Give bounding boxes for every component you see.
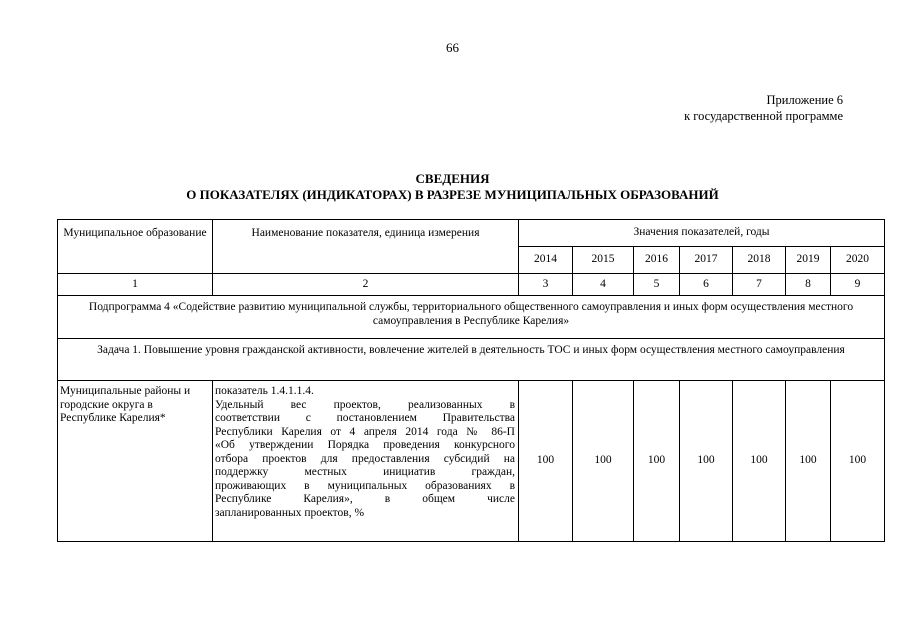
column-number: 2 [213, 274, 519, 296]
indicator-line: Республики Карелия от 4 апреля 2014 года № 86-П [215, 425, 515, 438]
table-row [58, 381, 885, 542]
header-row [58, 220, 885, 247]
value-cell: 100 [634, 381, 680, 542]
indicator-line: «Об утверждении Порядка проведения конкурсного [215, 439, 515, 451]
indicator-line: поддержку местных инициатив граждан, [215, 466, 515, 478]
header-indicator-name: Наименование показателя, единица измерения [213, 220, 519, 274]
header-values: Значения показателей, годы [519, 220, 885, 247]
year-cell: 2016 [634, 247, 680, 274]
indicator-line: проживающих в муниципальных образованиях в [215, 479, 515, 492]
indicator-line: Удельный вес проектов, реализованных в [215, 398, 515, 411]
value-cell: 100 [831, 381, 885, 542]
year-cell: 2018 [733, 247, 786, 274]
column-number: 7 [733, 274, 786, 296]
indicator-line: отбора проектов для предоставления субсидий на [215, 452, 515, 465]
year-cell: 2014 [519, 247, 573, 274]
column-number: 8 [786, 274, 831, 296]
column-number: 4 [573, 274, 634, 296]
value-cell: 100 [786, 381, 831, 542]
header-municipality: Муниципальное образование [58, 220, 213, 274]
year-cell: 2019 [786, 247, 831, 274]
page-number: 66 [446, 40, 459, 55]
indicator-cell [213, 381, 519, 542]
year-cell: 2015 [573, 247, 634, 274]
value-cell: 100 [733, 381, 786, 542]
subprogram-title: Подпрограмма 4 «Содействие развитию муниципальной службы, территориального общественного самоуправления и иных форм осуществления местного самоуправления в Республике Карелия» [58, 296, 885, 339]
column-number: 9 [831, 274, 885, 296]
value-cell: 100 [519, 381, 573, 542]
indicator-code: показатель 1.4.1.1.4. [215, 385, 314, 397]
document-title [0, 171, 905, 203]
appendix-note [684, 92, 843, 124]
municipality-cell: Муниципальные районы и городские округа в Республике Карелия* [58, 381, 213, 542]
indicator-line-last: запланированных проектов, % [215, 506, 365, 519]
indicator-line: соответствии с постановлением Правительства [215, 412, 515, 424]
document-title-line-2: О ПОКАЗАТЕЛЯХ (ИНДИКАТОРАХ) В РАЗРЕЗЕ МУНИЦИПАЛЬНЫХ ОБРАЗОВАНИЙ [186, 187, 719, 202]
indicator-line: Республике Карелия», в общем числе [215, 493, 515, 505]
column-number: 6 [680, 274, 733, 296]
column-number: 5 [634, 274, 680, 296]
indicators-table [57, 219, 885, 542]
value-cell: 100 [573, 381, 634, 542]
task-row [58, 339, 885, 381]
task-title: Задача 1. Повышение уровня гражданской активности, вовлечение жителей в деятельность ТОС и иных форм осуществления местного самоуправления [58, 339, 885, 381]
column-number: 3 [519, 274, 573, 296]
year-cell: 2017 [680, 247, 733, 274]
year-cell: 2020 [831, 247, 885, 274]
value-cell: 100 [680, 381, 733, 542]
column-number: 1 [58, 274, 213, 296]
appendix-line-2: к государственной программе [684, 109, 843, 123]
subprogram-row [58, 296, 885, 339]
document-title-line-1: СВЕДЕНИЯ [415, 171, 490, 186]
appendix-line-1: Приложение 6 [766, 93, 843, 107]
column-numbers-row [58, 274, 885, 296]
